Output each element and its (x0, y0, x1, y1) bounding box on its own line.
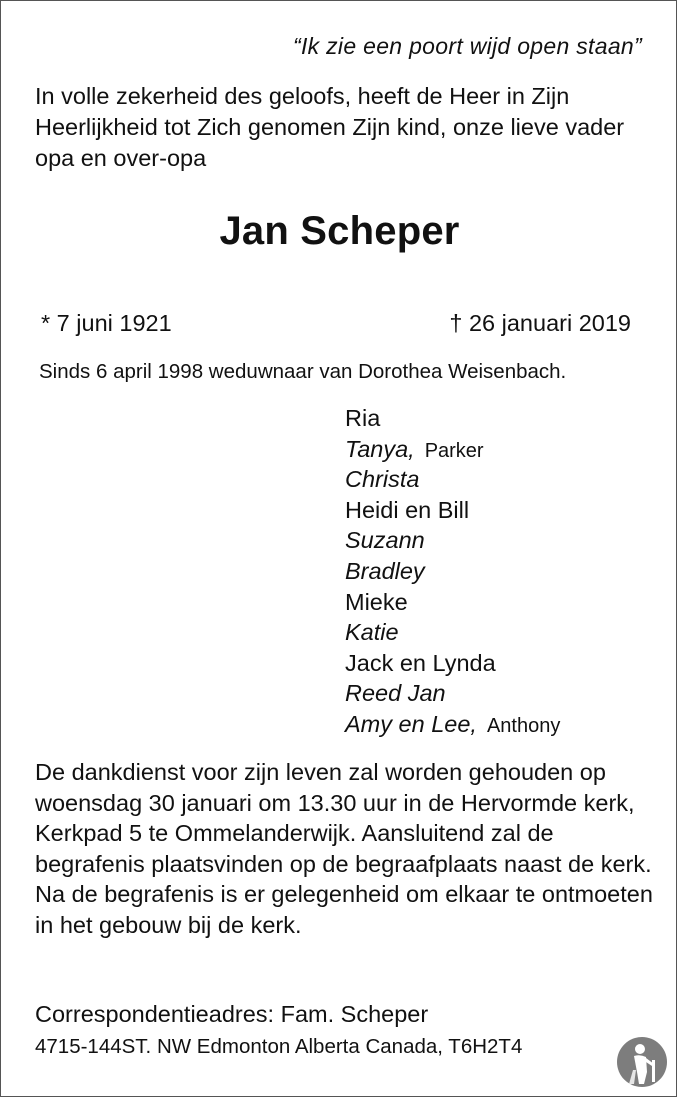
family-member-name: Christa (345, 466, 420, 493)
family-member (345, 648, 560, 679)
family-member (345, 709, 560, 740)
family-member-name: Ria (345, 405, 381, 431)
family-member-name: Tanya, (345, 435, 415, 462)
family-member-name: Jack en Lynda (345, 649, 496, 676)
family-member-extra: Parker (424, 439, 484, 462)
family-member (345, 525, 560, 556)
family-member-extra: Anthony (486, 714, 561, 737)
family-member-name: Reed Jan (345, 680, 446, 707)
family-member (345, 587, 560, 618)
mourning-figure-icon (616, 1036, 668, 1088)
family-member (345, 464, 560, 495)
family-member (345, 495, 560, 526)
family-member-name: Bradley (345, 557, 425, 584)
family-member-name: Amy en Lee, (345, 710, 477, 737)
death-date: † 26 januari 2019 (449, 310, 631, 336)
service-paragraph: De dankdienst voor zijn leven zal worden gehouden op woensdag 30 januari om 13.30 uur in de Hervormde kerk, Kerkpad 5 te Ommelanderwijk. Aansluitend zal de begrafenis plaatsvinden op de begraafplaats naast de kerk. (35, 759, 652, 877)
correspondence-line: Correspondentieadres: Fam. Scheper (35, 1001, 429, 1027)
family-member-name: Suzann (345, 527, 425, 554)
family-member (345, 403, 560, 434)
intro-text: In volle zekerheid des geloofs, heeft de Heer in Zijn Heerlijkheid tot Zich genomen Zijn kind, onze lieve vader opa en over-opa (35, 83, 625, 171)
widower-line: Sinds 6 april 1998 weduwnaar van Dorothea Weisenbach. (39, 360, 567, 383)
family-member (345, 617, 560, 648)
address-line: 4715-144ST. NW Edmonton Alberta Canada, T6H2T4 (35, 1035, 523, 1058)
family-member (345, 434, 560, 465)
family-member-name: Mieke (345, 588, 408, 615)
service-paragraph: Na de begrafenis is er gelegenheid om elkaar te ontmoeten in het gebouw bij de kerk. (35, 881, 653, 938)
service-text (35, 757, 665, 940)
birth-date: * 7 juni 1921 (41, 310, 172, 336)
family-member-name: Katie (345, 619, 399, 646)
deceased-name: Jan Scheper (219, 209, 460, 253)
family-member (345, 556, 560, 587)
family-member (345, 678, 560, 709)
family-list (345, 403, 560, 740)
opening-quote: “Ik zie een poort wijd open staan” (292, 33, 642, 59)
family-member-name: Heidi en Bill (345, 496, 470, 523)
